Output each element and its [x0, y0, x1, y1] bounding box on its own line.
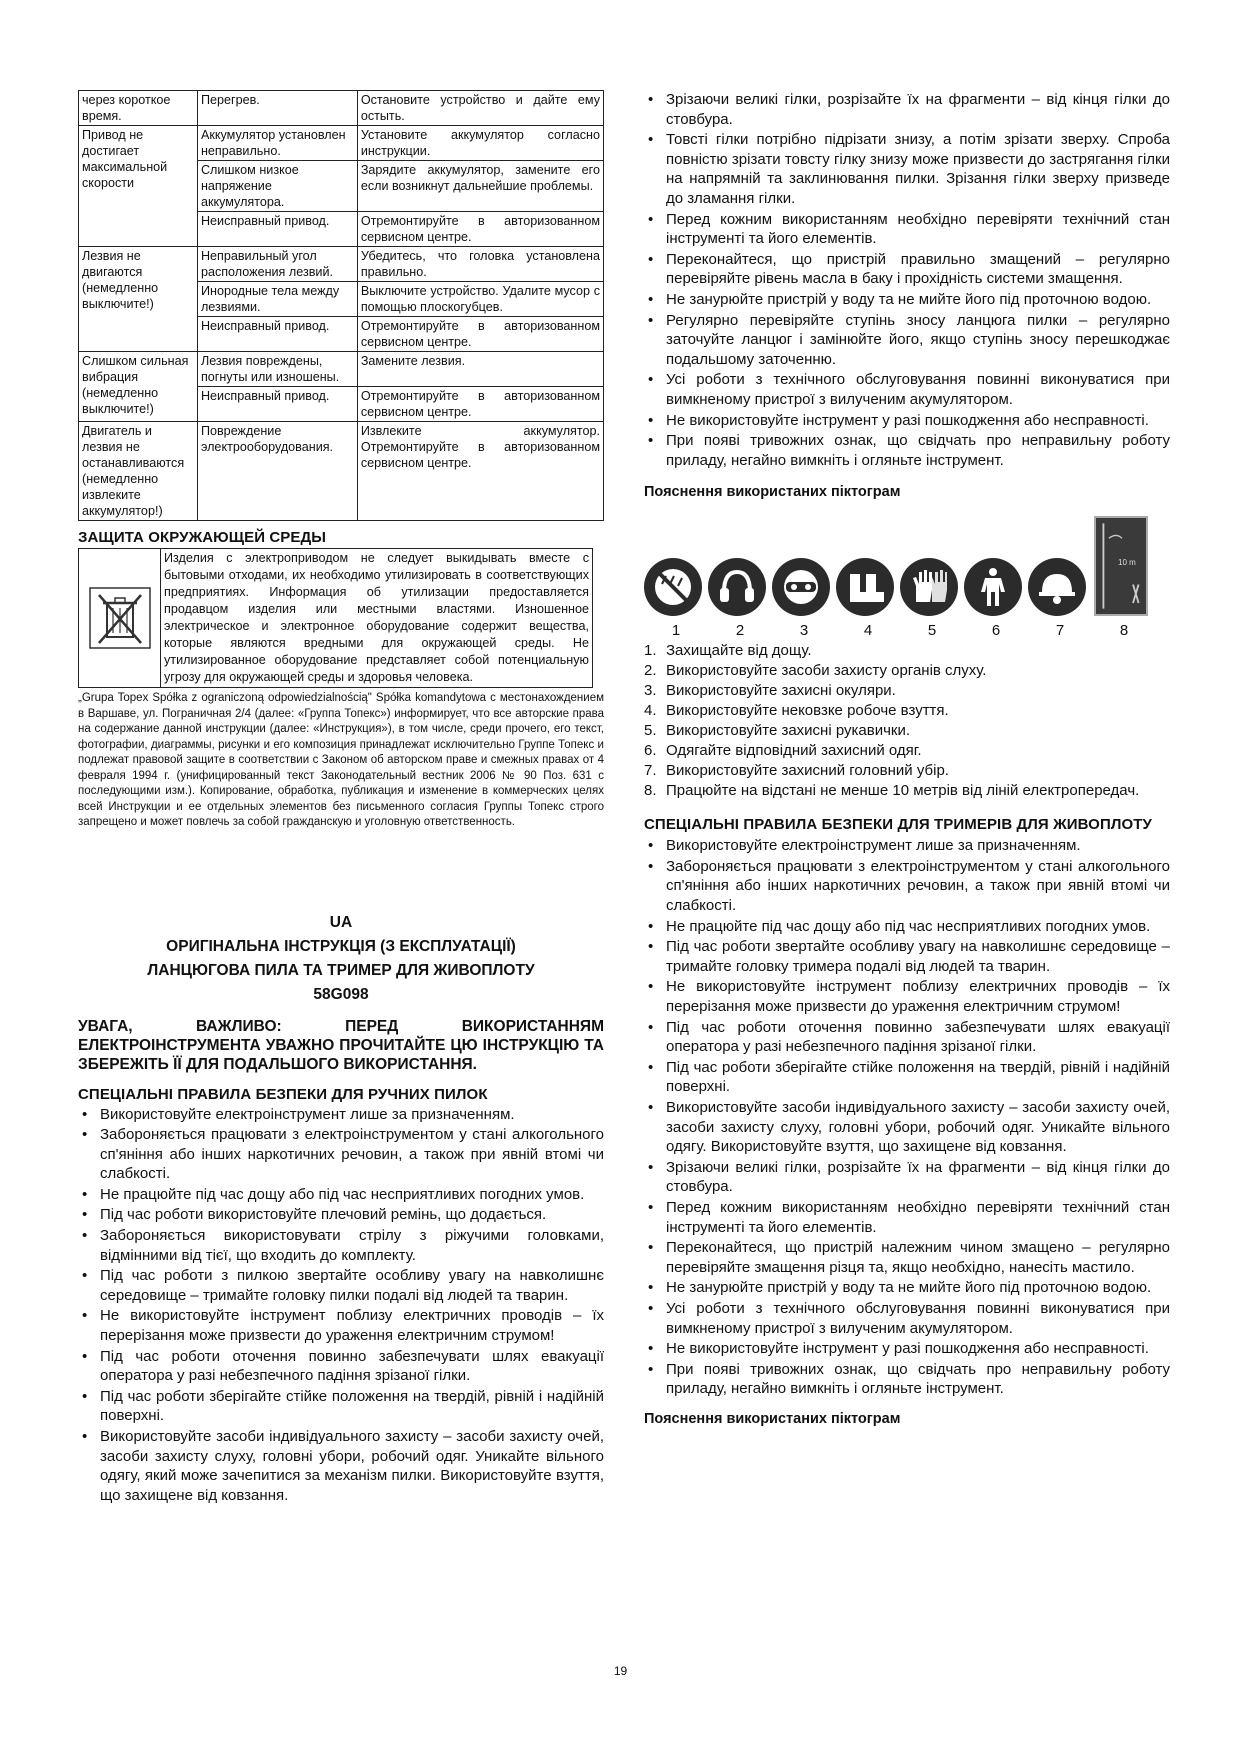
- remedy-cell: Убедитесь, что головка установлена правильно.: [357, 247, 603, 282]
- legend-item: [644, 661, 1170, 681]
- legend-item: [644, 701, 1170, 721]
- list-item: • Не використовуйте інструмент поблизу електричних проводів – їх перерізання може призвести до ураження електричним струмом!: [644, 977, 1170, 1016]
- safety-gloves-icon: [900, 558, 958, 616]
- legend-item: [644, 761, 1170, 781]
- troubleshooting-table: [78, 90, 604, 521]
- list-item: • Під час роботи використовуйте плечовий ремінь, що додається.: [78, 1205, 604, 1225]
- legend-text: Використовуйте захисний головний убір.: [666, 762, 949, 780]
- pictogram-number: 3: [799, 622, 809, 640]
- product-title: ЛАНЦЮГОВА ПИЛА ТА ТРИМЕР ДЛЯ ЖИВОПЛОТУ: [147, 961, 535, 979]
- legend-text: Використовуйте захисні рукавички.: [666, 722, 911, 740]
- list-item: • Під час роботи оточення повинно забезпечувати шлях евакуації оператора у разі небезпечного падіння зрізаної гілки.: [644, 1018, 1170, 1057]
- cause-cell: Неисправный привод.: [197, 317, 357, 352]
- pictogram-heading: Пояснення використаних піктограм: [644, 484, 901, 501]
- pictogram-number: 5: [927, 622, 937, 640]
- remedy-cell: Отремонтируйте в авторизованном сервисном центре.: [357, 387, 603, 422]
- right-column: [644, 90, 1170, 1437]
- cause-cell: Перегрев.: [197, 91, 357, 126]
- remedy-cell: Отремонтируйте в авторизованном сервисном центре.: [357, 317, 603, 352]
- legend-item: [644, 741, 1170, 761]
- list-item: • Товсті гілки потрібно підрізати знизу, а потім зрізати зверху. Спроба повністю зрізати товсту гілку знизу може призвести до застрягання гілки на напрямній та заклинювання пилки. Зрізання гілки зверху призведе до зламання гілки.: [644, 130, 1170, 208]
- remedy-cell: Отремонтируйте в авторизованном сервисном центре.: [357, 212, 603, 247]
- table-row: [79, 247, 604, 282]
- symptom-cell: Привод не достигает максимальной скорости: [79, 126, 198, 247]
- list-item: • Не працюйте під час дощу або під час несприятливих погодних умов.: [644, 917, 1170, 937]
- pictogram-number: 4: [863, 622, 873, 640]
- legend-number: 1.: [644, 642, 657, 660]
- legend-number: 5.: [644, 722, 657, 740]
- list-item: • Під час роботи зберігайте стійке положення на твердій, рівній і надійній поверхні.: [644, 1058, 1170, 1097]
- legend-item: [644, 721, 1170, 741]
- language-code: UA: [329, 913, 353, 931]
- list-item: • Забороняється працювати з електроінструментом у стані алкогольного сп'яніння або інших наркотичних речовин, а також при явній втомі чи слабкості.: [644, 857, 1170, 916]
- list-item: • Перед кожним використанням необхідно перевіряти технічний стан інструменті та його елементів.: [644, 210, 1170, 249]
- list-item: • Використовуйте засоби індивідуального захисту – засоби захисту очей, засоби захисту слуху, головні убори, робочий одяг. Уникайте вільного одягу, який може зачепитися за механізм пилки. Використовуйте взуття, що захищене від ковзання.: [78, 1427, 604, 1505]
- power-line-distance-icon: [1094, 516, 1148, 616]
- legend-number: 3.: [644, 682, 657, 700]
- legend-text: Захищайте від дощу.: [666, 642, 812, 660]
- trimmer-rules-list: [644, 836, 1170, 1399]
- helmet-icon: [1028, 558, 1086, 616]
- trimmer-rules-heading: СПЕЦІАЛЬНІ ПРАВИЛА БЕЗПЕКИ ДЛЯ ТРИМЕРІВ ДЛЯ ЖИВОПЛОТУ: [644, 816, 1152, 834]
- list-item: • Під час роботи з пилкою звертайте особливу увагу на навколишнє середовище – тримайте головку пилки подалі від людей та тварин.: [78, 1266, 604, 1305]
- model-number: 58G098: [313, 985, 369, 1003]
- environment-heading: ЗАЩИТА ОКРУЖАЮЩЕЙ СРЕДЫ: [78, 529, 327, 546]
- saw-rules-heading: СПЕЦІАЛЬНІ ПРАВИЛА БЕЗПЕКИ ДЛЯ РУЧНИХ ПИЛОК: [78, 1085, 488, 1103]
- list-item: • Усі роботи з технічного обслуговування повинні виконуватися при вимкненому пристрої з вилученим акумулятором.: [644, 370, 1170, 409]
- list-item: • Під час роботи звертайте особливу увагу на навколишнє середовище – тримайте головку тримера подалі від людей та тварин.: [644, 937, 1170, 976]
- pictogram-numbers: [644, 622, 1170, 639]
- legend-text: Використовуйте нековзке робоче взуття.: [666, 702, 949, 720]
- list-item: • Під час роботи оточення повинно забезпечувати шлях евакуації оператора у разі небезпечного падіння зрізаної гілки.: [78, 1347, 604, 1386]
- remedy-cell: Выключите устройство. Удалите мусор с помощью плоскогубцев.: [357, 282, 603, 317]
- remedy-cell: Извлеките аккумулятор. Отремонтируйте в авторизованном сервисном центре.: [357, 422, 603, 521]
- symptom-cell: Слишком сильная вибрация (немедленно выключите!): [79, 352, 198, 422]
- list-item: • Не використовуйте інструмент поблизу електричних проводів – їх перерізання може призвести до ураження електричним струмом!: [78, 1306, 604, 1345]
- list-item: • Зрізаючи великі гілки, розрізайте їх на фрагменти – від кінця гілки до стовбура.: [644, 90, 1170, 129]
- legend-item: [644, 641, 1170, 661]
- cause-cell: Неправильный угол расположения лезвий.: [197, 247, 357, 282]
- distance-label: 10 m: [1118, 558, 1136, 568]
- cause-cell: Неисправный привод.: [197, 387, 357, 422]
- saw-rules-continued-list: [644, 90, 1170, 470]
- list-item: • Не використовуйте інструмент у разі пошкодження або несправності.: [644, 1339, 1170, 1359]
- pictogram-number: 2: [735, 622, 745, 640]
- list-item: • При появі тривожних ознак, що свідчать про неправильну роботу приладу, негайно вимкніть і огляньте інструмент.: [644, 1360, 1170, 1399]
- list-item: • Використовуйте електроінструмент лише за призначенням.: [644, 836, 1170, 856]
- cause-cell: Повреждение электрооборудования.: [197, 422, 357, 521]
- legend-number: 8.: [644, 782, 657, 800]
- list-item: • Не працюйте під час дощу або під час несприятливих погодних умов.: [78, 1185, 604, 1205]
- symptom-cell: через короткое время.: [79, 91, 198, 126]
- list-item: • Не використовуйте інструмент у разі пошкодження або несправності.: [644, 411, 1170, 431]
- table-row: [79, 91, 604, 126]
- legend-number: 2.: [644, 662, 657, 680]
- legend-item: [644, 681, 1170, 701]
- legend-item: [644, 781, 1170, 801]
- cause-cell: Лезвия повреждены, погнуты или изношены.: [197, 352, 357, 387]
- instruction-title: ОРИГІНАЛЬНА ІНСТРУКЦІЯ (З ЕКСПЛУАТАЦІЇ): [166, 937, 516, 955]
- pictogram-legend-list: [644, 641, 1170, 801]
- cause-cell: Слишком низкое напряжение аккумулятора.: [197, 161, 357, 212]
- remedy-cell: Остановите устройство и дайте ему остыть.: [357, 91, 603, 126]
- table-row: [79, 352, 604, 387]
- list-item: • Використовуйте електроінструмент лише за призначенням.: [78, 1105, 604, 1125]
- saw-rules-list: [78, 1105, 604, 1506]
- legend-number: 7.: [644, 762, 657, 780]
- list-item: • Перед кожним використанням необхідно перевіряти технічний стан інструменті та його елементів.: [644, 1198, 1170, 1237]
- warning-text: УВАГА, ВАЖЛИВО: ПЕРЕД ВИКОРИСТАННЯМ ЕЛЕКТРОІНСТРУМЕНТА УВАЖНО ПРОЧИТАЙТЕ ЦЮ ІНСТРУКЦІЮ ТА ЗБЕРЕЖІТЬ ЇЇ ДЛЯ ПОДАЛЬШОГО ВИКОРИСТАННЯ.: [78, 1017, 604, 1073]
- legend-text: Одягайте відповідний захисний одяг.: [666, 742, 922, 760]
- legend-text: Використовуйте захисні окуляри.: [666, 682, 896, 700]
- legend-text: Працюйте на відстані не менше 10 метрів від ліній електропередач.: [666, 782, 1140, 800]
- table-row: [79, 422, 604, 521]
- legend-number: 6.: [644, 742, 657, 760]
- pictogram-number: 7: [1055, 622, 1065, 640]
- copyright-notice: „Grupa Topex Spółka z ograniczoną odpowiedzialnością" Spółka komandytowa с местонахождением в Варшаве, ул. Пограничная 2/4 (далее: «Группа Топекс») информирует, что все авторские права на содержание данной инструкции (далее: «Инструкция»), в том числе, среди прочего, его текст, фотографии, диаграммы, рисунки и его композиция принадлежат исключительно Группе Топекс и подлежат правовой защите в соответствии с Законом об авторском праве и смежных правах от 4 февраля 1994 г. (унифицированный текст Законодательный вестник 2006 № 90 Поз. 631 с последующими изм.). Копирование, обработка, публикация и изменение в коммерческих целях всей Инструкции и ее отдельных элементов без письменного согласия Группы Топекс строго запрещено и может повлечь за собой гражданскую и уголовную ответственность.: [78, 692, 604, 828]
- list-item: • Забороняється працювати з електроінструментом у стані алкогольного сп'яніння або інших наркотичних речовин, а також при явній втомі чи слабкості.: [78, 1125, 604, 1184]
- safety-goggles-icon: [772, 558, 830, 616]
- list-item: • Забороняється використовувати стрілу з ріжучими головками, відмінними від тієї, що входить до комплекту.: [78, 1226, 604, 1265]
- remedy-cell: Установите аккумулятор согласно инструкции.: [357, 126, 603, 161]
- cause-cell: Неисправный привод.: [197, 212, 357, 247]
- symptom-cell: Двигатель и лезвия не останавливаются (немедленно извлеките аккумулятор!): [79, 422, 198, 521]
- no-rain-icon: [644, 558, 702, 616]
- list-item: • Зрізаючи великі гілки, розрізайте їх на фрагменти – від кінця гілки до стовбура.: [644, 1158, 1170, 1197]
- list-item: • Переконайтеся, що пристрій правильно змащений – регулярно перевіряйте рівень масла в баку і прохідність системи змащення.: [644, 250, 1170, 289]
- ear-protection-icon: [708, 558, 766, 616]
- protective-clothing-icon: [964, 558, 1022, 616]
- environment-text: Изделия с электроприводом не следует выкидывать вместе с бытовыми отходами, их необходимо утилизировать в соответствующих предприятиях. Информация об утилизации предоставляется продавцом изделия или местными властями. Изношенное электрическое и электронное оборудование содержит вещества, которые являются вредными для окружающей среды. Не утилизированное оборудование представляет собой потенциальную угрозу для окружающей среды и здоровья человека.: [164, 551, 589, 684]
- list-item: • При появі тривожних ознак, що свідчать про неправильну роботу приладу, негайно вимкніть і огляньте інструмент.: [644, 431, 1170, 470]
- cause-cell: Инородные тела между лезвиями.: [197, 282, 357, 317]
- list-item: • Регулярно перевіряйте ступінь зносу ланцюга пилки – регулярно заточуйте ланцюг і замінюйте його, якщо ступінь зносу перешкоджає подальшому заточенню.: [644, 311, 1170, 370]
- environment-box: [78, 548, 593, 688]
- list-item: • Усі роботи з технічного обслуговування повинні виконуватися при вимкненому пристрої з вилученим акумулятором.: [644, 1299, 1170, 1338]
- legend-text: Використовуйте засоби захисту органів слуху.: [666, 662, 987, 680]
- list-item: • Не занурюйте пристрій у воду та не мийте його під проточною водою.: [644, 1278, 1170, 1298]
- list-item: • Під час роботи зберігайте стійке положення на твердій, рівній і надійній поверхні.: [78, 1387, 604, 1426]
- remedy-cell: Зарядите аккумулятор, замените его если возникнут дальнейшие проблемы.: [357, 161, 603, 212]
- crossed-bin-icon: [79, 549, 161, 687]
- list-item: • Переконайтеся, що пристрій належним чином змащено – регулярно перевіряйте змащення різця та, якщо необхідно, нанесіть мастило.: [644, 1238, 1170, 1277]
- pictogram-heading-2: Пояснення використаних піктограм: [644, 1410, 901, 1427]
- list-item: • Не занурюйте пристрій у воду та не мийте його під проточною водою.: [644, 290, 1170, 310]
- remedy-cell: Замените лезвия.: [357, 352, 603, 387]
- list-item: • Використовуйте засоби індивідуального захисту – засоби захисту очей, засоби захисту слуху, головні убори, робочий одяг. Уникайте вільного одягу. Використовуйте взуття, що захищене від ковзання.: [644, 1098, 1170, 1157]
- left-column: [78, 90, 604, 1506]
- pictogram-number: 6: [991, 622, 1001, 640]
- page-number: 19: [613, 1664, 628, 1678]
- ua-title-block: [78, 911, 604, 1007]
- symptom-cell: Лезвия не двигаются (немедленно выключите!): [79, 247, 198, 352]
- pictogram-number: 8: [1119, 622, 1129, 640]
- cause-cell: Аккумулятор установлен неправильно.: [197, 126, 357, 161]
- pictogram-strip: [644, 510, 1170, 639]
- table-row: [79, 126, 604, 161]
- safety-boots-icon: [836, 558, 894, 616]
- legend-number: 4.: [644, 702, 657, 720]
- pictogram-number: 1: [671, 622, 681, 640]
